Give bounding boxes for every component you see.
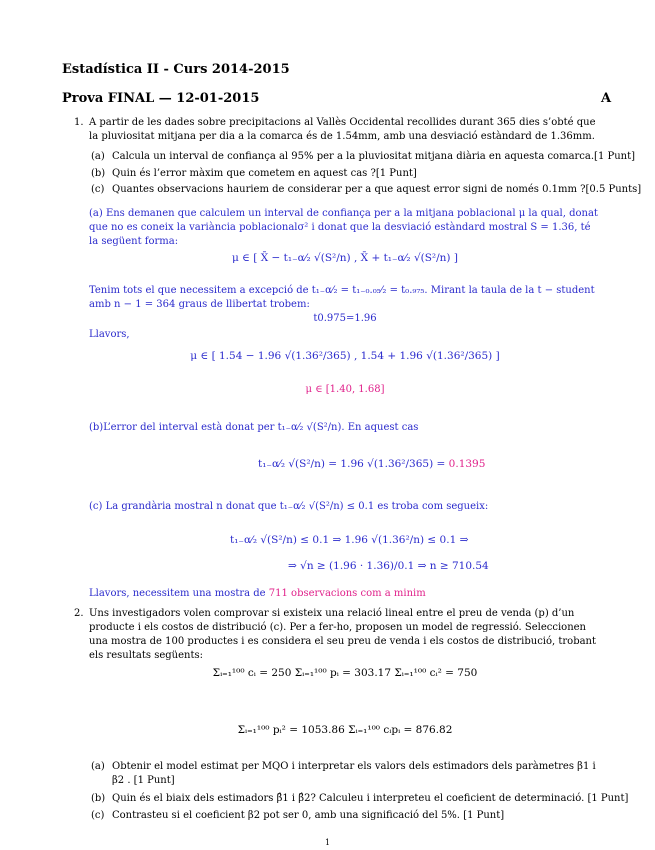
page-number: 1 [325,838,331,847]
q1-llavors: Llavors, [89,329,130,340]
q1-solution-c-intro: (c) La grandària mostral n donat que t₁₋α⁄₂ √(S²/n) ≤ 0.1 es troba com segueix: [89,501,489,512]
q1-solution-c-line2: ⇒ √n ≥ (1.96 · 1.36)/0.1 ⇒ n ≥ 710.54 [288,560,489,572]
q1-solution-c-conclusion [89,587,426,601]
q1-conclusion-prefix: Llavors, necessitem una mostra de [89,588,266,599]
course-title: Estadística II - Curs 2014-2015 [62,62,290,77]
exam-model: A [601,91,612,106]
q1-solution-c-line1: t₁₋α⁄₂ √(S²/n) ≤ 0.1 ⇒ 1.96 √(1.36²/n) ≤ 0.1 ⇒ [230,534,469,546]
q2-part-a-label: (a) [91,761,105,772]
q1-formula-numeric: μ ∈ [ 1.54 − 1.96 √(1.36²/365) , 1.54 + 1.96 √(1.36²/365) ] [190,350,500,362]
q1-part-c-label: (c) [91,184,105,195]
q1-part-a-text: Calcula un interval de confiança al 95% per a la pluviositat mitjana diària en aquesta comarca.[1 Punt] [112,151,636,162]
q1-formula-general: μ ∈ [ X̄ − t₁₋α⁄₂ √(S²/n) , X̄ + t₁₋α⁄₂ √(S²/n) ] [232,252,458,264]
q1-solution-a-intro: (a) Ens demanen que calculem un interval de confiança per a la mitjana poblacional μ la qual, donat que no es coneix la variància poblacionalσ² i donat que la desviació estàndard mostral S = 1.36, té la següent forma: [89,208,598,247]
q2-number: 2. [74,608,84,619]
q2-part-a-text: Obtenir el model estimat per MQO i interpretar els valors dels estimadors dels paràmetres β1 i β2 . [1 Punt] [112,761,596,786]
q1-t-value: t0.975=1.96 [313,313,377,324]
q2-part-c-label: (c) [91,810,105,821]
q1-solution-b-line [258,458,485,470]
q2-sums-line2: Σᵢ₌₁¹⁰⁰ pᵢ² = 1053.86 Σᵢ₌₁¹⁰⁰ cᵢpᵢ = 876.82 [237,724,453,736]
q1-number: 1. [74,117,84,128]
q1-conclusion-value: 711 observacions com a minim [268,588,426,599]
q1-solution-b-formula: t₁₋α⁄₂ √(S²/n) = 1.96 √(1.36²/365) = [258,458,446,470]
q1-interval-result: μ ∈ [1.40, 1.68] [305,384,385,395]
q1-solution-b-result: 0.1395 [448,458,486,470]
q1-solution-b-intro: (b)L’error del interval està donat per t₁₋α⁄₂ √(S²/n). En aquest cas [89,422,419,433]
q1-part-b-label: (b) [91,168,106,179]
q2-statement: Uns investigadors volen comprovar si existeix una relació lineal entre el preu de venda (p) d’un producte i els costos de distribució (c). Per a fer-ho, proposen un model de regressió. Seleccionen una mostra de 100 productes i es considera el seu preu de venda i els costos de distribució, trobant els resultats següents: [89,608,597,661]
q1-part-b-text: Quin és l’error màxim que cometem en aquest cas ?[1 Punt] [112,168,417,179]
q2-part-c-text: Contrasteu si el coeficient β2 pot ser 0, amb una significació del 5%. [1 Punt] [112,810,505,821]
q1-part-c-text: Quantes observacions hauriem de considerar per a que aquest error signi de només 0.1mm ?[0.5 Punts] [112,184,642,195]
q2-part-b-text: Quin és el biaix dels estimadors β̂1 i β̂2? Calculeu i interpreteu el coeficient de determinació. [1 Punt] [112,793,629,804]
q1-part-a-label: (a) [91,151,105,162]
q2-part-b-label: (b) [91,793,106,804]
q2-sums-line1: Σᵢ₌₁¹⁰⁰ cᵢ = 250 Σᵢ₌₁¹⁰⁰ pᵢ = 303.17 Σᵢ₌₁¹⁰⁰ cᵢ² = 750 [212,667,478,679]
exam-title: Prova FINAL — 12-01-2015 [62,91,260,106]
q1-statement: A partir de les dades sobre precipitacions al Vallès Occidental recollides durant 365 dies s’obté que la pluviositat mitjana per dia a la comarca és de 1.54mm, amb una desviació estàndard de 1.36mm. [89,117,596,142]
q1-solution-a-tvalue-intro: Tenim tots el que necessitem a excepció de t₁₋α⁄₂ = t₁₋₀.₀₅⁄₂ = t₀.₉₇₅. Mirant la taula de la t − student amb n − 1 = 364 graus de llibertat trobem: [89,285,595,310]
